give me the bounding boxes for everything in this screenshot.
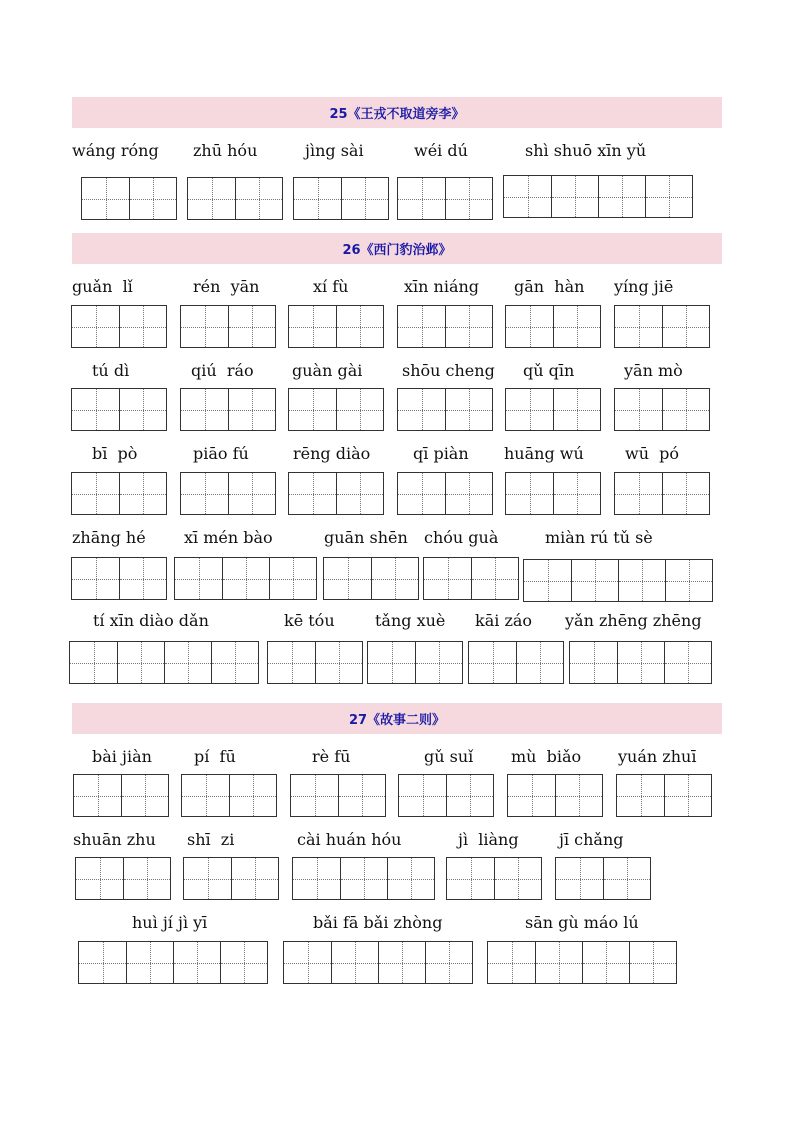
character-grid[interactable] xyxy=(505,305,601,348)
character-grid[interactable] xyxy=(367,641,463,684)
character-grid[interactable] xyxy=(468,641,564,684)
section-title: 27《故事二则》 xyxy=(348,713,446,728)
pinyin-label: kē tóu xyxy=(284,611,335,630)
pinyin-label: yíng jiē xyxy=(614,277,674,296)
pinyin-label: tí xīn diào dǎn xyxy=(93,611,209,630)
pinyin-label: shì shuō xīn yǔ xyxy=(525,141,647,160)
pinyin-label: yuán zhuī xyxy=(618,747,697,766)
section-banner xyxy=(72,97,722,128)
pinyin-label: mù biǎo xyxy=(511,747,582,766)
pinyin-label: shōu cheng xyxy=(402,361,495,380)
pinyin-label: bǎi fā bǎi zhòng xyxy=(313,913,443,932)
pinyin-label: gǔ suǐ xyxy=(424,747,474,766)
pinyin-label: pí fū xyxy=(194,747,236,766)
character-grid[interactable] xyxy=(180,472,276,515)
character-grid[interactable] xyxy=(174,557,317,600)
pinyin-label: xīn niáng xyxy=(404,277,480,296)
character-grid[interactable] xyxy=(397,472,493,515)
pinyin-label: rēng diào xyxy=(293,444,371,463)
pinyin-label: wū pó xyxy=(625,444,680,463)
pinyin-label: shuān zhu xyxy=(73,830,156,849)
character-grid[interactable] xyxy=(180,388,276,431)
character-grid[interactable] xyxy=(283,941,473,984)
character-grid[interactable] xyxy=(503,175,693,218)
pinyin-label: tú dì xyxy=(92,361,130,380)
character-grid[interactable] xyxy=(505,472,601,515)
pinyin-label: qǔ qīn xyxy=(523,361,575,380)
pinyin-label: tǎng xuè xyxy=(375,611,446,630)
character-grid[interactable] xyxy=(555,857,651,900)
character-grid[interactable] xyxy=(614,472,710,515)
pinyin-label: qiú ráo xyxy=(191,361,254,380)
character-grid[interactable] xyxy=(505,388,601,431)
pinyin-label: guān shēn xyxy=(324,528,408,547)
pinyin-label: kāi záo xyxy=(475,611,533,630)
character-grid[interactable] xyxy=(288,305,384,348)
pinyin-label: huāng wú xyxy=(504,444,584,463)
character-grid[interactable] xyxy=(398,774,494,817)
section-banner xyxy=(72,233,722,264)
pinyin-label: huì jí jì yī xyxy=(132,913,208,932)
character-grid[interactable] xyxy=(73,774,169,817)
character-grid[interactable] xyxy=(446,857,542,900)
character-grid[interactable] xyxy=(397,388,493,431)
pinyin-label: miàn rú tǔ sè xyxy=(545,528,653,547)
character-grid[interactable] xyxy=(616,774,712,817)
pinyin-label: wéi dú xyxy=(414,141,468,160)
pinyin-label: qī piàn xyxy=(413,444,469,463)
character-grid[interactable] xyxy=(323,557,419,600)
character-grid[interactable] xyxy=(290,774,386,817)
pinyin-label: guǎn lǐ xyxy=(72,277,133,296)
pinyin-label: rén yān xyxy=(193,277,260,296)
character-grid[interactable] xyxy=(71,472,167,515)
pinyin-label: piāo fú xyxy=(193,444,249,463)
pinyin-label: sān gù máo lú xyxy=(525,913,639,932)
pinyin-label: zhū hóu xyxy=(193,141,258,160)
character-grid[interactable] xyxy=(397,305,493,348)
character-grid[interactable] xyxy=(71,557,167,600)
pinyin-label: cài huán hóu xyxy=(297,830,402,849)
pinyin-label: guàn gài xyxy=(292,361,363,380)
character-grid[interactable] xyxy=(267,641,363,684)
character-grid[interactable] xyxy=(78,941,268,984)
pinyin-label: jìng sài xyxy=(305,141,364,160)
pinyin-label: bī pò xyxy=(92,444,138,463)
section-title: 26《西门豹治邺》 xyxy=(342,243,452,258)
character-grid[interactable] xyxy=(71,388,167,431)
character-grid[interactable] xyxy=(507,774,603,817)
character-grid[interactable] xyxy=(81,177,177,220)
character-grid[interactable] xyxy=(183,857,279,900)
character-grid[interactable] xyxy=(181,774,277,817)
pinyin-label: gān hàn xyxy=(514,277,585,296)
pinyin-label: xí fù xyxy=(313,277,349,296)
pinyin-label: zhāng hé xyxy=(72,528,146,547)
pinyin-label: rè fū xyxy=(312,747,351,766)
section-title: 25《王戎不取道旁李》 xyxy=(329,107,465,122)
character-grid[interactable] xyxy=(423,557,519,600)
character-grid[interactable] xyxy=(75,857,171,900)
pinyin-label: jì liàng xyxy=(458,830,519,849)
character-grid[interactable] xyxy=(288,388,384,431)
pinyin-label: shī zi xyxy=(187,830,235,849)
character-grid[interactable] xyxy=(614,305,710,348)
character-grid[interactable] xyxy=(569,641,712,684)
pinyin-label: chóu guà xyxy=(424,528,499,547)
character-grid[interactable] xyxy=(523,559,713,602)
pinyin-label: bài jiàn xyxy=(92,747,152,766)
character-grid[interactable] xyxy=(487,941,677,984)
pinyin-label: yǎn zhēng zhēng xyxy=(565,611,702,630)
pinyin-label: yān mò xyxy=(624,361,683,380)
section-banner xyxy=(72,703,722,734)
pinyin-label: jī chǎng xyxy=(559,830,624,849)
character-grid[interactable] xyxy=(69,641,259,684)
character-grid[interactable] xyxy=(288,472,384,515)
character-grid[interactable] xyxy=(180,305,276,348)
character-grid[interactable] xyxy=(187,177,283,220)
character-grid[interactable] xyxy=(71,305,167,348)
pinyin-label: wáng róng xyxy=(72,141,159,160)
character-grid[interactable] xyxy=(614,388,710,431)
character-grid[interactable] xyxy=(292,857,435,900)
pinyin-label: xī mén bào xyxy=(184,528,273,547)
character-grid[interactable] xyxy=(397,177,493,220)
character-grid[interactable] xyxy=(293,177,389,220)
